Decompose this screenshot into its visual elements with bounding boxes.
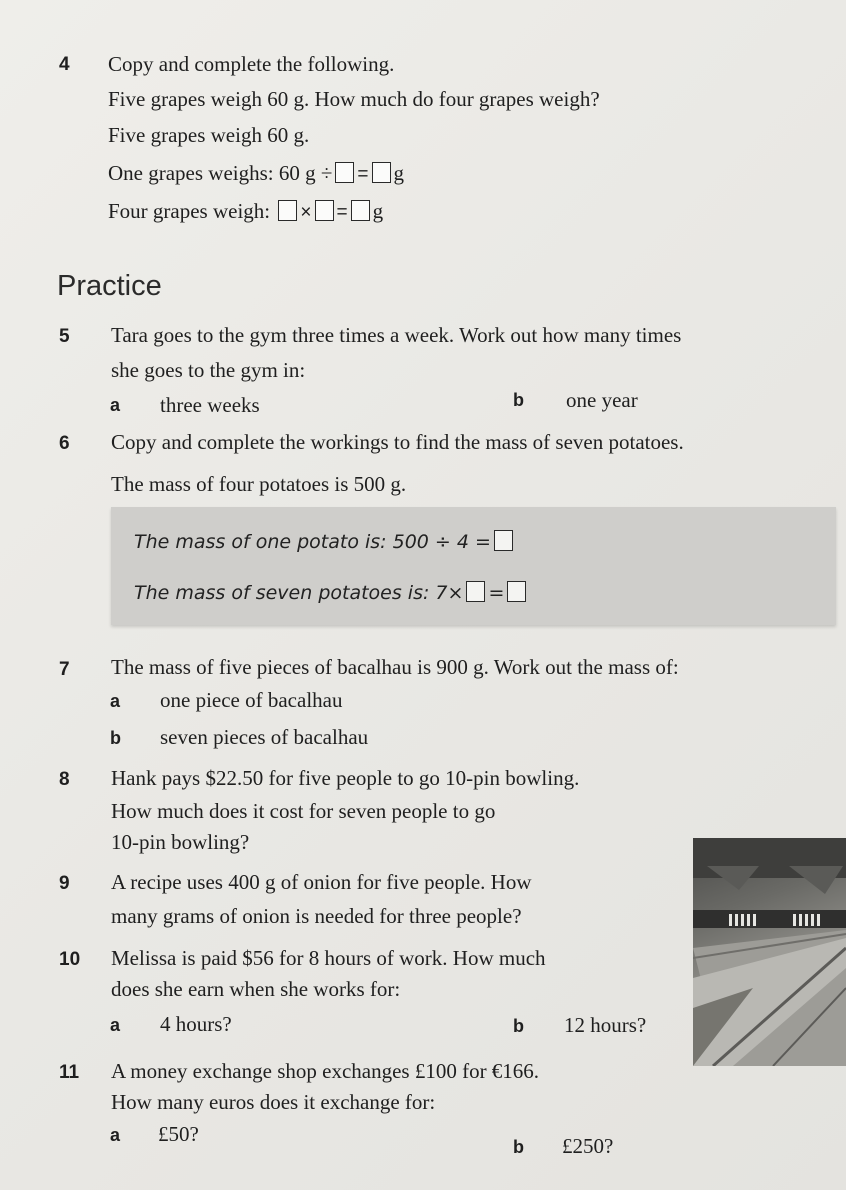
workings-line-two [134, 581, 529, 604]
unit-grams: g [393, 161, 405, 185]
equals-sign: = [357, 164, 369, 185]
workings-line-two-text: The mass of seven potatoes is: 7× [134, 582, 464, 604]
equals-sign: = [488, 582, 505, 604]
question-10-part-b-text: 12 hours? [564, 1013, 647, 1037]
question-10-part-b-letter: b [513, 1016, 524, 1036]
question-10-number: 10 [59, 949, 81, 970]
question-8-text-line1: Hank pays $22.50 for five people to go 10-pin bowling. [111, 766, 580, 790]
answer-box [335, 162, 354, 183]
question-8-number: 8 [59, 769, 70, 790]
question-6-number: 6 [59, 433, 70, 454]
question-5-part-a-letter: a [110, 395, 121, 415]
step-two-text: Four grapes weigh: [108, 199, 271, 223]
question-5-text-line2: she goes to the gym in: [111, 358, 306, 382]
question-7-part-b-text: seven pieces of bacalhau [160, 725, 369, 749]
question-5-part-b-letter: b [513, 390, 524, 410]
times-sign: × [300, 202, 312, 223]
question-11-part-a-letter: a [110, 1125, 121, 1145]
practice-heading: Practice [57, 270, 162, 302]
question-11-text-line1: A money exchange shop exchanges £100 for €166. [111, 1059, 540, 1083]
bowling-alley-image [693, 838, 846, 1066]
question-10-text-line1: Melissa is paid $56 for 8 hours of work. How much [111, 946, 546, 970]
workings-line-one [134, 530, 516, 553]
question-9-number: 9 [59, 873, 70, 894]
answer-box [372, 162, 391, 183]
question-10-part-a-text: 4 hours? [160, 1012, 232, 1036]
bowling-alley-photo [693, 838, 846, 1066]
equals-sign: = [336, 202, 348, 223]
question-8-text-line3: 10-pin bowling? [111, 830, 250, 854]
question-4-problem: Five grapes weigh 60 g. How much do four grapes weigh? [108, 87, 600, 111]
question-11-part-b-letter: b [513, 1137, 524, 1157]
question-8-text-line2: How much does it cost for seven people to go [111, 799, 496, 823]
answer-box [315, 200, 334, 221]
question-4-given: Five grapes weigh 60 g. [108, 123, 310, 147]
answer-box [351, 200, 370, 221]
question-4-instruction: Copy and complete the following. [108, 52, 395, 76]
question-6-text-line2: The mass of four potatoes is 500 g. [111, 472, 407, 496]
question-7-part-a-letter: a [110, 691, 121, 711]
question-5-part-b-text: one year [566, 388, 638, 412]
workings-panel [111, 507, 836, 625]
answer-box [278, 200, 297, 221]
question-10-part-a-letter: a [110, 1015, 121, 1035]
question-11-text-line2: How many euros does it exchange for: [111, 1090, 436, 1114]
question-11-part-a-text: £50? [158, 1122, 199, 1146]
question-5-number: 5 [59, 326, 70, 347]
answer-box [466, 581, 485, 602]
question-4-step-two [108, 200, 383, 222]
question-10-text-line2: does she earn when she works for: [111, 977, 401, 1001]
question-5-part-a-text: three weeks [160, 393, 260, 417]
question-4-number: 4 [59, 54, 70, 75]
question-9-text-line2: many grams of onion is needed for three people? [111, 904, 522, 928]
question-7-part-a-text: one piece of bacalhau [160, 688, 343, 712]
step-one-text: One grapes weighs: 60 g ÷ [108, 161, 333, 185]
question-11-number: 11 [59, 1062, 80, 1083]
question-11-part-b-text: £250? [562, 1134, 614, 1158]
question-7-number: 7 [59, 659, 70, 680]
question-7-text: The mass of five pieces of bacalhau is 900 g. Work out the mass of: [111, 655, 679, 679]
question-4-step-one [108, 162, 404, 184]
answer-box [507, 581, 526, 602]
unit-grams: g [372, 199, 384, 223]
question-9-text-line1: A recipe uses 400 g of onion for five people. How [111, 870, 532, 894]
question-7-part-b-letter: b [110, 728, 121, 748]
workings-line-one-text: The mass of one potato is: 500 ÷ 4 = [134, 531, 491, 553]
question-6-text-line1: Copy and complete the workings to find the mass of seven potatoes. [111, 430, 684, 454]
answer-box [494, 530, 513, 551]
question-5-text-line1: Tara goes to the gym three times a week. Work out how many times [111, 323, 682, 347]
